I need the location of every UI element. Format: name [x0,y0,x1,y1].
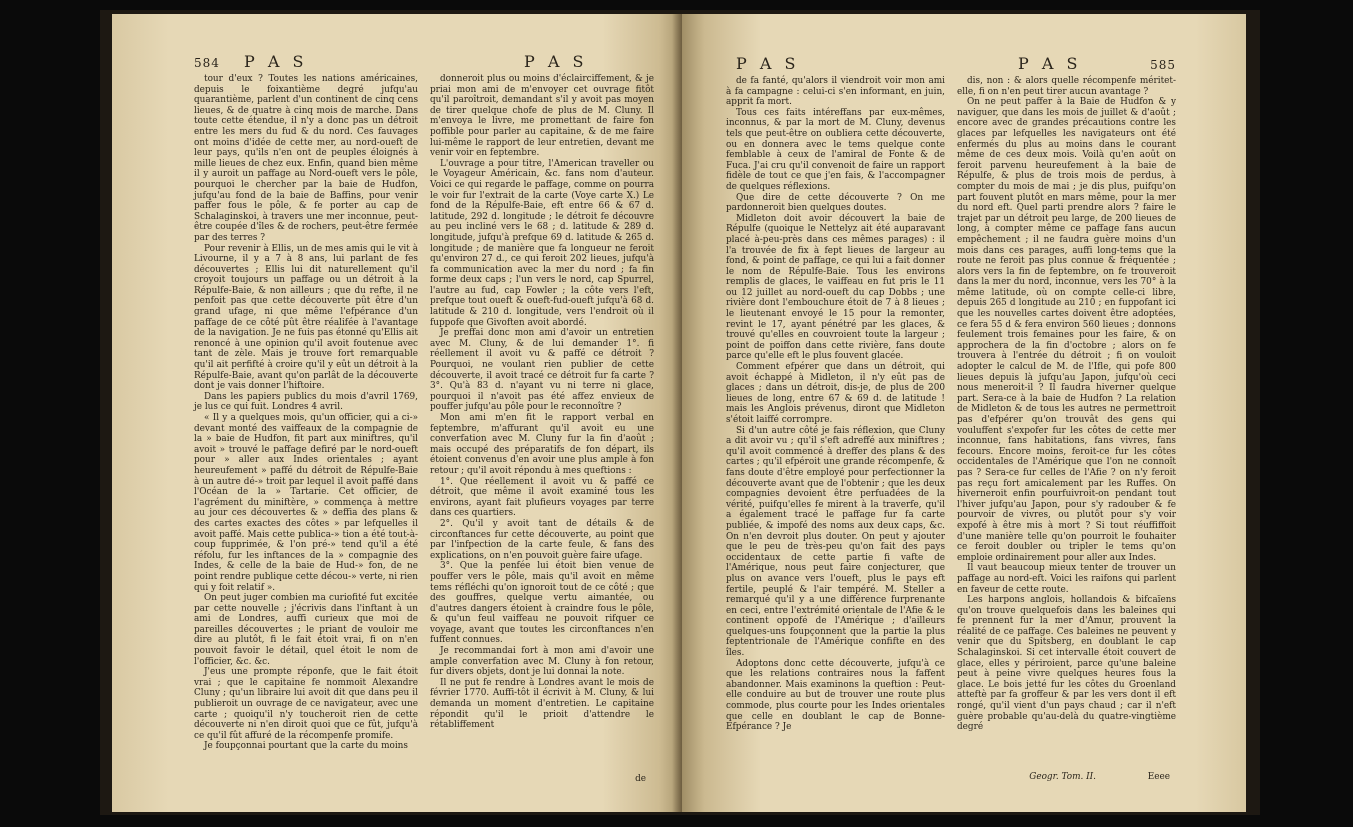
open-book [100,10,1260,815]
paragraph: Midleton doit avoir découvert la baie de Répulfe (quoique le Nettelyz ait été auparavant placé à-peu-près dans ces mêmes parages) : il l'a trouvée de fix à fept lieues de largeur au fond, & point de paffage, ce qui lui a fait donner le nom de Répulfe-Baie. Tous les environs remplis de glaces, le vaiffeau en fut pris le 11 ou 12 juillet au nord-oueft du cap Dobbs ; une rivière dont l'embouchure étoit de 7 à 8 lieues ; le lieutenant envoyé le 15 pour la remonter, revint le 17, ayant pénétré par les glaces, & trouvé qu'elles en couvroient toute la largeur ; point de poiffon dans cette rivière, fans doute parce qu'elle eft le plus fouvent glacée. [726,213,945,362]
paragraph: 3°. Que la penfée lui étoit bien venue de pouffer vers le pôle, mais qu'il avoit en même tems réfléchi qu'on ignoroit tout de ce côté ; que des gouffres, quelque vertu aimantée, ou d'autres dangers étoient à craindre fous le pôle, & qu'un feul vaiffeau ne pouvoit rifquer ce voyage, avant que toutes les circonftances n'en fuffent connues. [430,561,654,646]
right-page [682,14,1246,812]
signature-mark: Geogr. Tom. II. [1029,772,1096,782]
paragraph: Dans les papiers publics du mois d'avril 1769, je lus ce qui fuit. Londres 4 avril. [194,391,418,413]
paragraph: Si d'un autre côté je fais réflexion, que Cluny a dit avoir vu ; qu'il s'eft adreffé aux miniftres ; qu'il avoit commencé à dreffer des plans & des cartes ; qu'il efpéroit une grande récompenfe, & fans doute d'être employé pour perfectionner la découverte avant que de l'obtenir ; que les deux compagnies devoient être perfuadées de la vérité, puifqu'elles fe mirent à la traverfe, qu'il a également tracé le paffage fur fa carte publiée, & impofé des noms aux deux caps, &c. On n'en devroit plus douter. On peut y ajouter que le peu de très-peu qu'on fait des pays occidentaux de cette partie fi vafte de l'Amérique, nous peut faire conjecturer, que plus on avance vers l'oueft, plus le pays eft fertile, peuplé & l'air tempéré. M. Steller a remarqué qu'il y a une différence furprenante en ceci, entre l'extrémité orientale de l'Afie & le continent oppofé de l'Amérique ; d'ailleurs quelques-uns foupçonnent que la partie la plus feptentrionale de l'Amérique confifte en des îles. [726,425,945,659]
paragraph: Je foupçonnai pourtant que la carte du moins [204,741,408,752]
paragraph: de fa fanté, qu'alors il viendroit voir mon ami à fa campagne : celui-ci s'en informant, en juin, apprit fa mort. [726,76,945,108]
left-column-2 [430,74,654,752]
paragraph: Tous ces faits intéreffans par eux-mêmes, inconnus, & par la mort de M. Cluny, devenus tels que peut-être on oubliera cette découverte, ou en donnera avec le tems quelque conte femblable à ceux de l'amiral de Fonte & de Fuca. J'ai cru qu'il convenoit de faire un rapport fidèle de tout ce que j'en fais, & l'accompagner de quelques réflexions. [726,107,945,192]
left-page-header [194,52,654,74]
paragraph: 1°. Que réellement il avoit vu & paffé ce détroit, que même il avoit examiné tous les environs, ayant fait plufieurs voyages par terre dans ces quartiers. [430,476,654,519]
paragraph: donneroit plus ou moins d'éclairciffement, & je priai mon ami de m'envoyer cet ouvrage fitôt qu'il paroîtroit, demandant s'il y avoit pas moyen de tirer quelque chofe de plus de M. Cluny. Il m'envoya le livre, me promettant de faire fon poffible pour parler au capitaine, & de me faire lui-même le rapport de leur entretien, devant me venir voir en feptembre. [430,74,654,159]
left-page [112,14,682,812]
paragraph: tour d'eux ? Toutes les nations américaines, depuis le foixantième degré jufqu'au quarantième, parlent d'un continent de cinq cens lieues, & de quatre à cinq mois de marche. Dans toute cette étendue, il n'y a donc pas un détroit entre les mers du fud & du nord. Ces fauvages ont moins d'idée de cette mer, au nord-oueft de leur pays, qu'ils n'en ont de peuples éloignés à mille lieues de chez eux. Enfin, quand bien même il y auroit un paffage au Nord-oueft vers le pôle, pourquoi le chercher par la baie de Hudfon, jufqu'au fond de la baie de Baffins, pour venir paffer fous le pôle, & fe porter au cap de Schalaginskoi, à travers une mer inconnue, peut-être coupée d'îles & de rochers, peut-être fermée par des terres ? [194,74,418,243]
paragraph: Je preffai donc mon ami d'avoir un entretien avec M. Cluny, & de lui demander 1°. fi réellement il avoit vu & paffé ce détroit ? Pourquoi, ne voulant rien publier de cette découverte, il avoit tracé ce détroit fur fa carte ? 3°. Qu'à 83 d. n'ayant vu ni terre ni glace, pourquoi il n'avoit pas été affez envieux de pouffer jufqu'au pôle pour le reconnoître ? [430,328,654,413]
paragraph: dis, non : & alors quelle récompenfe méritet-elle, fi on n'en peut tirer aucun avantage ? [957,76,1176,97]
paragraph: On peut juger combien ma curiofité fut excitée par cette nouvelle ; j'écrivis dans l'inftant à un ami de Londres, auffi curieux que moi de pareilles découvertes ; le priant de vouloir me dire au plutôt, fi le fait étoit vrai, fi on n'en pouvoit favoir le détail, quel étoit le nom de l'officier, &c. &c. [194,593,418,667]
paragraph: Je recommandai fort à mon ami d'avoir une ample converfation avec M. Cluny à fon retour, fur divers objets, dont je lui donnai la note. [430,646,654,678]
paragraph: Que dire de cette découverte ? On me pardonneroit bien quelques doutes. [726,192,945,214]
left-page-columns [194,74,654,752]
paragraph: L'ouvrage a pour titre, l'American traveller ou le Voyageur Américain, &c. fans nom d'auteur. Voici ce qui regarde le paffage, comme on pourra le voir fur l'extrait de la carte (Voye carte X.) Le fond de la Répulfe-Baie, eft entre 66 & 67 d. latitude, 292 d. longitude ; le détroit fe découvre au peu incliné vers le 68 ; d. latitude & 289 d. longitude, jufqu'à prefque 69 d. latitude & 265 d. longitude ; de manière que fa longueur ne feroit qu'environ 27 d., ce qui feroit 202 lieues, jufqu'à fa communication avec la mer du nord ; fa fin forme deux caps ; l'un vers le nord, cap Spurrel, l'autre au fud, cap Fowler ; la côte vers l'eft, prefque tout oueft & oueft-fud-oueft jufqu'à 68 d. latitude & 210 d. longitude, vers l'endroit où il fuppofe que Givoften avoit abordé. [430,158,654,328]
paragraph: Les harpons anglois, hollandois & bifcaïens qu'on trouve quelquefois dans les baleines qui fe prennent fur la mer d'Amur, prouvent la réalité de ce paffage. Ces baleines ne peuvent y venir que du Spitsberg, en doublant le cap Schalaginskoi. Si cet intervalle étoit couvert de glace, elles y périroient, parce qu'une baleine peut à peine vivre quelques heures fous la glace. Le bois jetté fur les côtes du Groenland atteftè par fa groffeur & par les vers dont il eft rongé, qu'il vient d'un pays chaud ; car il n'eft guère probable qu'au-delà du quatre-vingtième degré [957,595,1176,733]
left-running-head-2: P A S [524,52,588,71]
right-column-2 [957,76,1176,733]
right-running-head-2: P A S [1018,54,1082,73]
right-page-header [726,54,1176,76]
right-running-head-1: P A S [736,54,800,73]
paragraph: Comment efpérer que dans un détroit, qui avoit échappé à Midleton, il n'y eût pas de glaces ; dans un détroit, dis-je, de plus de 200 lieues de long, entre 67 & 69 d. de latitude ! mais les Anglois prévenus, diront que Midleton s'étoit laiffé corrompre. [726,362,945,425]
left-catchword: de [635,774,646,784]
paragraph: Il vaut beaucoup mieux tenter de trouver un paffage au nord-eft. Voici les raifons qui parlent en faveur de cette route. [957,563,1176,595]
left-running-head-1: P A S [244,52,308,71]
right-page-columns [726,76,1176,733]
paragraph: J'eus une prompte réponfe, que le fait étoit vrai ; que le capitaine fe nommoit Alexandre Cluny ; qu'un libraire lui avoit dit que dans peu il publieroit un ouvrage de ce navigateur, avec une carte ; quoiqu'il n'y toucheroit rien de cette découverte ni n'en diroit quoi que ce fût, jufqu'à ce qu'il fût affuré de la récompenfe promife. [194,667,418,741]
left-column-1 [194,74,418,752]
left-page-number: 584 [194,56,220,70]
paragraph: Adoptons donc cette découverte, jufqu'à ce que les relations contraires nous la faffent abandonner. Mais examinons la queftion : Peut-elle conduire au but de trouver une route plus commode, plus courte pour les Indes orientales que celle en doublant le cap de Bonne-Efpérance ? Je [726,658,945,733]
right-catchword: Eeee [1147,772,1170,782]
paragraph: Il ne put fe rendre à Londres avant le mois de février 1770. Auffi-tôt il écrivit à M. Cluny, & lui demanda un moment d'entretien. Le capitaine répondit qu'il le prioit d'attendre le rétabliffement [430,677,654,731]
paragraph: Mon ami m'en fit le rapport verbal en feptembre, m'affurant qu'il avoit eu une converfation avec M. Cluny fur la fin d'août ; mais occupé des préparatifs de fon départ, ils étoient convenus d'en avoir une plus ample à fon retour ; qu'il avoit répondu à mes queftions : [430,413,654,476]
paragraph: On ne peut paffer à la Baie de Hudfon & y naviguer, que dans les mois de juillet & d'août ; encore avec de grandes précautions contre les glaces par lefquelles les navigateurs ont été enfermés du plus au moins dans le courant même de ces deux mois. Voilà qu'en août on feroit parvenu heureufement à la baie de Répulfe, & plus de trois mois de perdus, à compter du mois de mai ; je dis plus, puifqu'on part fouvent plutôt en mars même, pour la mer du nord eft. Quel parti prendre alors ? faire le trajet par un détroit peu large, de 200 lieues de long, à compter même ce paffage fans aucun empêchement ; il ne faudra guère moins d'un mois dans ces parages, auffi long-tems que la route ne feroit pas plus connue & fréquentée ; alors vers la fin de feptembre, on fe trouveroit dans la mer du nord, inconnue, vers les 70° à la même latitude, où on compte celle-ci libre, depuis 265 d longitude au 210 ; en fuppofant ici que les nouvelles cartes doivent être adoptées, ce fera 55 d & fera environ 560 lieues ; donnons feulement trois femaines pour les faire, & on approchera de la fin d'octobre ; alors on fe trouvera à l'entrée du détroit ; fi on vouloit adopter le calcul de M. de l'Ifle, qui pofe 800 lieues depuis là jufqu'au Japon, jufqu'où ceci nous meneroit-il ? Il faudra hiverner quelque part. Sera-ce à la baie de Hudfon ? La relation de Midleton & de tous les autres ne permettroit pas d'efpérer qu'on trouvât des gens qui vouluffent s'expofer fur les côtes de cette mer inconnue, fans habitations, fans vivres, fans fecours. Encore moins, feroit-ce fur les côtes occidentales de l'Amérique que l'on ne connoît pas ? Sera-ce fur celles de l'Afie ? on n'y feroit pas reçu fort amicalement par les Ruffes. On hiverneroit enfin pourfuivroit-on pendant tout l'hiver jufqu'au Japon, pour s'y radouber & fe pourvoir de vivres, ou plutôt pour s'y voir expofé à être mis à mort ? Si tout réuffiffoit d'une manière telle qu'on pourroit le fouhaiter ce feroit doubler ou tripler le tems qu'on emploie ordinairement pour aller aux Indes. [957,97,1176,563]
paragraph: « Il y a quelques mois, qu'un officier, qui a ci-» devant monté des vaiffeaux de la compagnie de la » baie de Hudfon, fit part aux miniftres, qu'il avoit » trouvé le paffage defiré par le nord-oueft pour » aller aux Indes orientales ; ayant heureufement » paffé du détroit de Répulfe-Baie à un autre dé-» troit par lequel il avoit paffé dans l'Océan de la » Tartarie. Cet officier, de l'agrément du miniftère, » commença à mettre au jour ces découvertes & » deffia des plans & des cartes exactes des côtes » par lefquelles il avoit paffé. Mais cette publica-» tion a été tout-à-coup fupprimée, & l'on pré-» tend qu'il a été réfolu, fur les inftances de la » compagnie des Indes, & celle de la baie de Hud-» fon, de ne point rendre publique cette décou-» verte, ni rien qui y foit relatif ». [194,413,418,593]
paragraph: 2°. Qu'il y avoit tant de détails & de circonftances fur cette découverte, au point que par l'infpection de la carte feule, & fans des explications, on n'en pouvoit guère faire ufage. [430,518,654,561]
right-column-1 [726,76,945,733]
right-page-number: 585 [1150,58,1176,72]
paragraph: Pour revenir à Ellis, un de mes amis qui le vit à Livourne, il y a 7 à 8 ans, lui parlant de fes découvertes ; Ellis lui dit naturellement qu'il croyoit toujours un paffage ou un détroit à la Répulfe-Baie, & non ailleurs ; que du refte, il ne penfoit pas que cette découverte pût être d'un grand ufage, ni que même l'efpérance d'un paffage de ce côté pût être réalifée à l'avantage de la navigation. Je ne fuis pas étonné qu'Ellis ait renoncé à une opinion qu'il avoit foutenue avec tant de zèle. Mais je trouve fort remarquable qu'il ait perfifté à croire qu'il y eût un détroit à la Répulfe-Baie, avant qu'on parlât de la découverte dont je vais donner l'hiftoire. [194,243,418,392]
